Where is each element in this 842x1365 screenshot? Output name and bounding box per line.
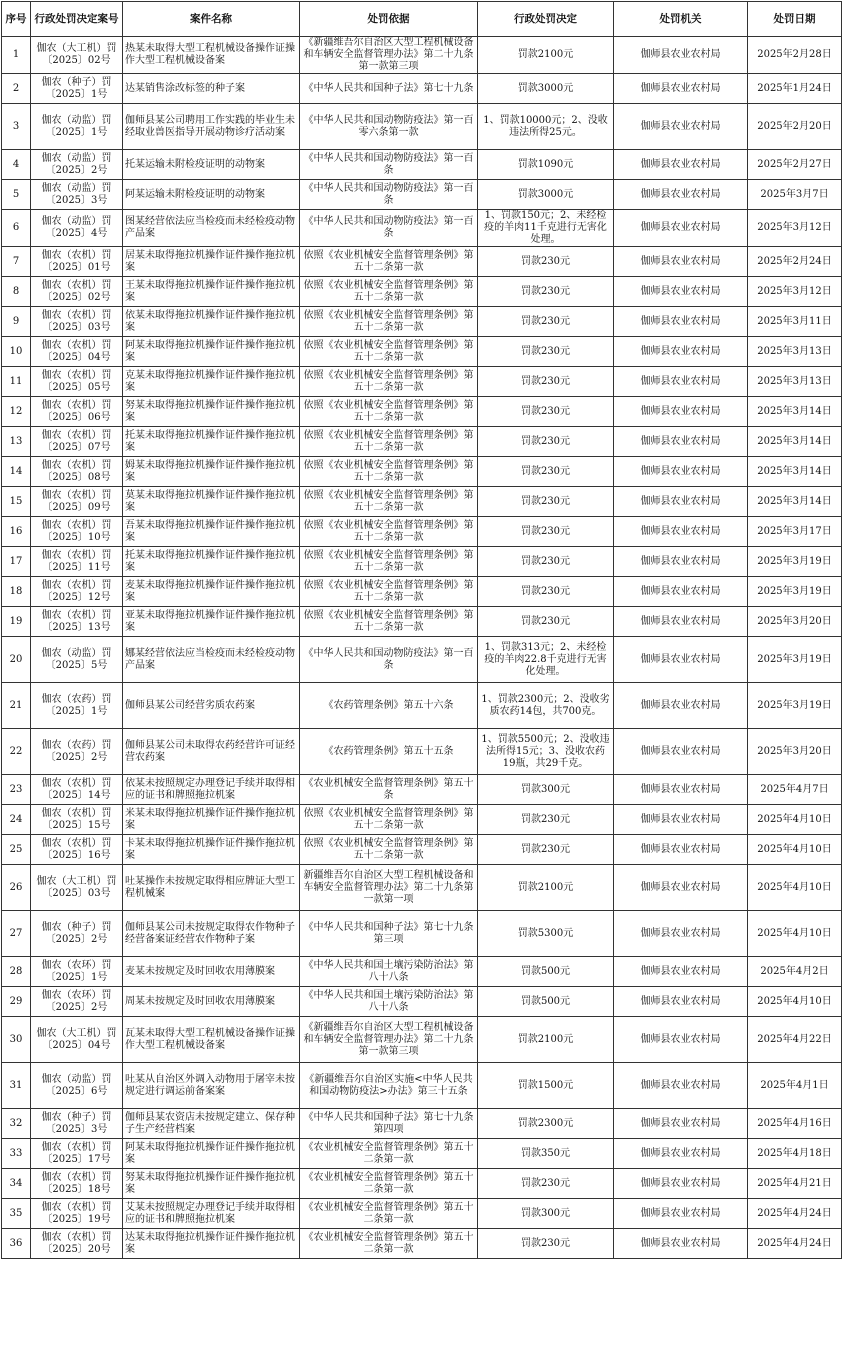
table-body [2,37,842,1259]
table-header [2,2,842,37]
penalty-authority: 伽师县农业农村局 [614,180,748,210]
row-number: 35 [2,1199,31,1229]
penalty-decision: 1、罚款5500元；2、没收违法所得15元；3、没收农药19瓶，共29千克。 [478,729,614,775]
penalty-authority: 伽师县农业农村局 [614,987,748,1017]
penalty-authority: 伽师县农业农村局 [614,210,748,247]
penalty-basis: 依照《农业机械安全监督管理条例》第五十二条第一款 [300,577,478,607]
table-row [2,835,842,865]
penalty-basis: 依照《农业机械安全监督管理条例》第五十二条第一款 [300,277,478,307]
row-number: 2 [2,74,31,104]
penalty-date: 2025年3月19日 [748,637,842,683]
case-name: 阿某未取得拖拉机操作证件操作拖拉机案 [123,337,300,367]
row-number: 36 [2,1229,31,1259]
row-number: 12 [2,397,31,427]
penalty-basis: 《农药管理条例》第五十五条 [300,729,478,775]
case-name: 麦某未取得拖拉机操作证件操作拖拉机案 [123,577,300,607]
penalty-basis: 依照《农业机械安全监督管理条例》第五十二条第一款 [300,517,478,547]
case-name: 王某未取得拖拉机操作证件操作拖拉机案 [123,277,300,307]
penalty-date: 2025年4月10日 [748,865,842,911]
penalty-authority: 伽师县农业农村局 [614,337,748,367]
case-number: 伽农（农机）罚〔2025〕19号 [31,1199,123,1229]
header-no: 序号 [2,2,31,37]
penalty-authority: 伽师县农业农村局 [614,729,748,775]
penalty-date: 2025年3月19日 [748,547,842,577]
penalty-date: 2025年4月7日 [748,775,842,805]
penalty-decision: 罚款230元 [478,835,614,865]
row-number: 7 [2,247,31,277]
row-number: 5 [2,180,31,210]
row-number: 25 [2,835,31,865]
penalty-decision: 罚款230元 [478,277,614,307]
case-number: 伽农（种子）罚〔2025〕3号 [31,1109,123,1139]
case-number: 伽农（种子）罚〔2025〕1号 [31,74,123,104]
table-row [2,865,842,911]
table-row [2,180,842,210]
header-authority: 处罚机关 [614,2,748,37]
case-number: 伽农（农机）罚〔2025〕17号 [31,1139,123,1169]
penalty-authority: 伽师县农业农村局 [614,1139,748,1169]
case-name: 依某未按照规定办理登记手续并取得相应的证书和牌照拖拉机案 [123,775,300,805]
penalty-decision: 罚款230元 [478,1169,614,1199]
penalty-decision: 罚款300元 [478,1199,614,1229]
row-number: 20 [2,637,31,683]
penalty-decision: 罚款1090元 [478,150,614,180]
table-row [2,637,842,683]
penalty-authority: 伽师县农业农村局 [614,775,748,805]
penalty-decision: 罚款500元 [478,987,614,1017]
table-row [2,210,842,247]
penalty-decision: 罚款500元 [478,957,614,987]
case-number: 伽农（动监）罚〔2025〕2号 [31,150,123,180]
case-number: 伽农（农药）罚〔2025〕1号 [31,683,123,729]
penalty-decision: 1、罚款150元；2、未经检疫的羊肉11千克进行无害化处理。 [478,210,614,247]
case-name: 克某未取得拖拉机操作证件操作拖拉机案 [123,367,300,397]
row-number: 6 [2,210,31,247]
table-row [2,729,842,775]
penalty-date: 2025年4月10日 [748,911,842,957]
case-number: 伽农（农机）罚〔2025〕20号 [31,1229,123,1259]
row-number: 13 [2,427,31,457]
penalty-decision: 罚款230元 [478,1229,614,1259]
penalty-basis: 《新疆维吾尔自治区大型工程机械设备和车辆安全监督管理办法》第二十九条第一款第三项 [300,1017,478,1063]
penalty-authority: 伽师县农业农村局 [614,487,748,517]
penalty-authority: 伽师县农业农村局 [614,865,748,911]
penalty-basis: 依照《农业机械安全监督管理条例》第五十二条第一款 [300,247,478,277]
penalty-basis: 《新疆维吾尔自治区实施<中华人民共和国动物防疫法>办法》第三十五条 [300,1063,478,1109]
case-name: 托某未取得拖拉机操作证件操作拖拉机案 [123,547,300,577]
row-number: 28 [2,957,31,987]
table-row [2,987,842,1017]
penalty-authority: 伽师县农业农村局 [614,683,748,729]
row-number: 23 [2,775,31,805]
case-name: 麦某未按规定及时回收农用薄膜案 [123,957,300,987]
case-number: 伽农（农机）罚〔2025〕09号 [31,487,123,517]
penalty-basis: 依照《农业机械安全监督管理条例》第五十二条第一款 [300,307,478,337]
penalty-authority: 伽师县农业农村局 [614,150,748,180]
row-number: 22 [2,729,31,775]
case-name: 米某未取得拖拉机操作证件操作拖拉机案 [123,805,300,835]
penalty-date: 2025年2月20日 [748,104,842,150]
penalty-date: 2025年4月10日 [748,835,842,865]
case-number: 伽农（农机）罚〔2025〕16号 [31,835,123,865]
case-number: 伽农（农环）罚〔2025〕1号 [31,957,123,987]
case-name: 热某未取得大型工程机械设备操作证操作大型工程机械设备案 [123,37,300,74]
penalty-basis: 《农业机械安全监督管理条例》第五十二条第一款 [300,1199,478,1229]
case-name: 艾某未按照规定办理登记手续并取得相应的证书和牌照拖拉机案 [123,1199,300,1229]
penalty-basis: 《中华人民共和国动物防疫法》第一百条 [300,210,478,247]
case-name: 依某未取得拖拉机操作证件操作拖拉机案 [123,307,300,337]
table-row [2,427,842,457]
penalty-date: 2025年2月27日 [748,150,842,180]
table-row [2,1109,842,1139]
case-number: 伽农（农机）罚〔2025〕08号 [31,457,123,487]
case-name: 托某运输未附检疫证明的动物案 [123,150,300,180]
penalty-date: 2025年3月14日 [748,427,842,457]
case-name: 阿某未取得拖拉机操作证件操作拖拉机案 [123,1139,300,1169]
row-number: 9 [2,307,31,337]
case-number: 伽农（种子）罚〔2025〕2号 [31,911,123,957]
penalty-date: 2025年4月24日 [748,1199,842,1229]
penalty-basis: 新疆维吾尔自治区大型工程机械设备和车辆安全监督管理办法》第二十九条第一款第一项 [300,865,478,911]
penalty-basis: 《中华人民共和国土壤污染防治法》第八十八条 [300,957,478,987]
penalty-date: 2025年3月11日 [748,307,842,337]
row-number: 26 [2,865,31,911]
penalty-authority: 伽师县农业农村局 [614,577,748,607]
case-name: 努某未取得拖拉机操作证件操作拖拉机案 [123,1169,300,1199]
penalty-date: 2025年3月14日 [748,487,842,517]
penalty-date: 2025年3月14日 [748,457,842,487]
penalty-decision: 罚款230元 [478,307,614,337]
header-date: 处罚日期 [748,2,842,37]
penalty-decision: 罚款230元 [478,397,614,427]
penalty-basis: 依照《农业机械安全监督管理条例》第五十二条第一款 [300,397,478,427]
penalty-date: 2025年3月20日 [748,607,842,637]
penalty-date: 2025年4月24日 [748,1229,842,1259]
case-number: 伽农（农药）罚〔2025〕2号 [31,729,123,775]
penalty-table [1,1,842,1259]
penalty-date: 2025年3月13日 [748,367,842,397]
case-number: 伽农（农机）罚〔2025〕14号 [31,775,123,805]
case-number: 伽农（动监）罚〔2025〕6号 [31,1063,123,1109]
penalty-decision: 罚款230元 [478,367,614,397]
case-name: 达某未取得拖拉机操作证件操作拖拉机案 [123,1229,300,1259]
penalty-authority: 伽师县农业农村局 [614,547,748,577]
header-case-no: 行政处罚决定案号 [31,2,123,37]
penalty-date: 2025年4月16日 [748,1109,842,1139]
row-number: 30 [2,1017,31,1063]
penalty-authority: 伽师县农业农村局 [614,1017,748,1063]
table-row [2,367,842,397]
row-number: 3 [2,104,31,150]
case-number: 伽农（农机）罚〔2025〕10号 [31,517,123,547]
table-row [2,683,842,729]
penalty-decision: 罚款230元 [478,487,614,517]
row-number: 21 [2,683,31,729]
penalty-basis: 《中华人民共和国动物防疫法》第一百条 [300,180,478,210]
penalty-decision: 罚款230元 [478,247,614,277]
table-row [2,37,842,74]
penalty-decision: 罚款2100元 [478,37,614,74]
penalty-decision: 罚款230元 [478,805,614,835]
case-number: 伽农（农机）罚〔2025〕13号 [31,607,123,637]
case-number: 伽农（大工机）罚〔2025〕04号 [31,1017,123,1063]
table-row [2,457,842,487]
penalty-date: 2025年4月22日 [748,1017,842,1063]
table-row [2,957,842,987]
table-row [2,487,842,517]
penalty-authority: 伽师县农业农村局 [614,911,748,957]
table-row [2,247,842,277]
penalty-basis: 依照《农业机械安全监督管理条例》第五十二条第一款 [300,487,478,517]
penalty-date: 2025年3月19日 [748,577,842,607]
penalty-authority: 伽师县农业农村局 [614,637,748,683]
case-name: 娜某经营依法应当检疫而未经检疫动物产品案 [123,637,300,683]
header-case-name: 案件名称 [123,2,300,37]
penalty-decision: 1、罚款2300元；2、没收劣质农药14包，共700克。 [478,683,614,729]
case-name: 达某销售涂改标签的种子案 [123,74,300,104]
table-row [2,1199,842,1229]
penalty-authority: 伽师县农业农村局 [614,367,748,397]
penalty-authority: 伽师县农业农村局 [614,104,748,150]
penalty-date: 2025年3月14日 [748,397,842,427]
header-basis: 处罚依据 [300,2,478,37]
row-number: 29 [2,987,31,1017]
penalty-date: 2025年4月1日 [748,1063,842,1109]
case-name: 居某未取得拖拉机操作证件操作拖拉机案 [123,247,300,277]
penalty-authority: 伽师县农业农村局 [614,277,748,307]
row-number: 32 [2,1109,31,1139]
penalty-date: 2025年4月10日 [748,805,842,835]
case-name: 吐某操作未按规定取得相应牌证大型工程机械案 [123,865,300,911]
table-row [2,607,842,637]
penalty-authority: 伽师县农业农村局 [614,397,748,427]
penalty-decision: 罚款230元 [478,517,614,547]
penalty-decision: 罚款2100元 [478,865,614,911]
penalty-date: 2025年3月12日 [748,277,842,307]
penalty-authority: 伽师县农业农村局 [614,1063,748,1109]
row-number: 15 [2,487,31,517]
case-number: 伽农（农机）罚〔2025〕15号 [31,805,123,835]
case-number: 伽农（大工机）罚〔2025〕02号 [31,37,123,74]
penalty-decision: 罚款230元 [478,577,614,607]
case-name: 吾某未取得拖拉机操作证件操作拖拉机案 [123,517,300,547]
penalty-authority: 伽师县农业农村局 [614,1109,748,1139]
header-decision: 行政处罚决定 [478,2,614,37]
penalty-date: 2025年3月17日 [748,517,842,547]
case-name: 图某经营依法应当检疫而未经检疫动物产品案 [123,210,300,247]
penalty-basis: 《中华人民共和国种子法》第七十九条 [300,74,478,104]
penalty-date: 2025年3月12日 [748,210,842,247]
penalty-decision: 罚款300元 [478,775,614,805]
case-number: 伽农（动监）罚〔2025〕5号 [31,637,123,683]
table-row [2,1063,842,1109]
case-number: 伽农（农机）罚〔2025〕01号 [31,247,123,277]
case-number: 伽农（动监）罚〔2025〕4号 [31,210,123,247]
penalty-decision: 1、罚款10000元；2、没收违法所得25元。 [478,104,614,150]
case-number: 伽农（农机）罚〔2025〕03号 [31,307,123,337]
penalty-basis: 《农业机械安全监督管理条例》第五十二条第一款 [300,1139,478,1169]
penalty-basis: 依照《农业机械安全监督管理条例》第五十二条第一款 [300,547,478,577]
case-name: 姆某未取得拖拉机操作证件操作拖拉机案 [123,457,300,487]
penalty-decision: 罚款230元 [478,337,614,367]
case-name: 卡某未取得拖拉机操作证件操作拖拉机案 [123,835,300,865]
penalty-decision: 罚款230元 [478,607,614,637]
case-number: 伽农（农机）罚〔2025〕04号 [31,337,123,367]
penalty-authority: 伽师县农业农村局 [614,805,748,835]
penalty-authority: 伽师县农业农村局 [614,74,748,104]
penalty-decision: 罚款1500元 [478,1063,614,1109]
row-number: 31 [2,1063,31,1109]
penalty-decision: 罚款3000元 [478,74,614,104]
penalty-basis: 依照《农业机械安全监督管理条例》第五十二条第一款 [300,337,478,367]
table-row [2,1139,842,1169]
penalty-basis: 《中华人民共和国种子法》第七十九条第三项 [300,911,478,957]
row-number: 16 [2,517,31,547]
penalty-basis: 《农业机械安全监督管理条例》第五十二条第一款 [300,1169,478,1199]
case-name: 瓦某未取得大型工程机械设备操作证操作大型工程机械设备案 [123,1017,300,1063]
penalty-authority: 伽师县农业农村局 [614,607,748,637]
penalty-decision: 罚款2300元 [478,1109,614,1139]
case-number: 伽农（农机）罚〔2025〕18号 [31,1169,123,1199]
case-name: 伽师县某农资店未按规定建立、保存种子生产经营档案 [123,1109,300,1139]
table-row [2,74,842,104]
table-row [2,397,842,427]
penalty-decision: 罚款230元 [478,547,614,577]
case-number: 伽农（农机）罚〔2025〕07号 [31,427,123,457]
row-number: 27 [2,911,31,957]
case-number: 伽农（农机）罚〔2025〕05号 [31,367,123,397]
header-row [2,2,842,37]
penalty-basis: 依照《农业机械安全监督管理条例》第五十二条第一款 [300,367,478,397]
case-name: 托某未取得拖拉机操作证件操作拖拉机案 [123,427,300,457]
penalty-authority: 伽师县农业农村局 [614,1199,748,1229]
penalty-authority: 伽师县农业农村局 [614,307,748,337]
table-row [2,150,842,180]
penalty-decision: 罚款5300元 [478,911,614,957]
case-number: 伽农（农机）罚〔2025〕11号 [31,547,123,577]
table-row [2,911,842,957]
table-row [2,1017,842,1063]
row-number: 34 [2,1169,31,1199]
penalty-basis: 《中华人民共和国土壤污染防治法》第八十八条 [300,987,478,1017]
penalty-date: 2025年3月7日 [748,180,842,210]
penalty-authority: 伽师县农业农村局 [614,247,748,277]
table-row [2,1169,842,1199]
table-row [2,1229,842,1259]
table-row [2,307,842,337]
penalty-authority: 伽师县农业农村局 [614,957,748,987]
penalty-date: 2025年3月13日 [748,337,842,367]
case-number: 伽农（动监）罚〔2025〕3号 [31,180,123,210]
penalty-basis: 依照《农业机械安全监督管理条例》第五十二条第一款 [300,427,478,457]
case-number: 伽农（农机）罚〔2025〕12号 [31,577,123,607]
penalty-authority: 伽师县农业农村局 [614,37,748,74]
penalty-authority: 伽师县农业农村局 [614,1229,748,1259]
penalty-date: 2025年1月24日 [748,74,842,104]
penalty-date: 2025年4月2日 [748,957,842,987]
penalty-date: 2025年4月21日 [748,1169,842,1199]
table-row [2,517,842,547]
penalty-basis: 依照《农业机械安全监督管理条例》第五十二条第一款 [300,805,478,835]
penalty-basis: 《中华人民共和国动物防疫法》第一百条 [300,150,478,180]
penalty-date: 2025年2月24日 [748,247,842,277]
case-number: 伽农（农机）罚〔2025〕02号 [31,277,123,307]
penalty-basis: 《农业机械安全监督管理条例》第五十二条第一款 [300,1229,478,1259]
case-name: 伽师县某公司聘用工作实践的毕业生未经取业兽医指导开展动物诊疗活动案 [123,104,300,150]
case-number: 伽农（农环）罚〔2025〕2号 [31,987,123,1017]
penalty-basis: 《农药管理条例》第五十六条 [300,683,478,729]
penalty-basis: 依照《农业机械安全监督管理条例》第五十二条第一款 [300,457,478,487]
penalty-decision: 罚款3000元 [478,180,614,210]
penalty-authority: 伽师县农业农村局 [614,427,748,457]
row-number: 8 [2,277,31,307]
row-number: 10 [2,337,31,367]
table-row [2,775,842,805]
case-name: 伽师县某公司未取得农药经营许可证经营农药案 [123,729,300,775]
case-name: 伽师县某公司未按规定取得农作物种子经营备案证经营农作物种子案 [123,911,300,957]
case-number: 伽农（农机）罚〔2025〕06号 [31,397,123,427]
penalty-basis: 《中华人民共和国种子法》第七十九条第四项 [300,1109,478,1139]
case-name: 亚某未取得拖拉机操作证件操作拖拉机案 [123,607,300,637]
case-name: 伽师县某公司经营劣质农药案 [123,683,300,729]
row-number: 14 [2,457,31,487]
case-name: 阿某运输未附检疫证明的动物案 [123,180,300,210]
case-name: 莫某未取得拖拉机操作证件操作拖拉机案 [123,487,300,517]
row-number: 18 [2,577,31,607]
penalty-date: 2025年4月18日 [748,1139,842,1169]
case-name: 努某未取得拖拉机操作证件操作拖拉机案 [123,397,300,427]
penalty-date: 2025年3月19日 [748,683,842,729]
case-number: 伽农（动监）罚〔2025〕1号 [31,104,123,150]
penalty-basis: 《新疆维吾尔自治区大型工程机械设备和车辆安全监督管理办法》第二十九条第一款第三项 [300,37,478,74]
row-number: 11 [2,367,31,397]
penalty-decision: 1、罚款313元；2、未经检疫的羊肉22.8千克进行无害化处理。 [478,637,614,683]
row-number: 33 [2,1139,31,1169]
penalty-authority: 伽师县农业农村局 [614,1169,748,1199]
row-number: 4 [2,150,31,180]
table-row [2,277,842,307]
table-row [2,547,842,577]
penalty-decision: 罚款230元 [478,457,614,487]
penalty-decision: 罚款2100元 [478,1017,614,1063]
penalty-decision: 罚款350元 [478,1139,614,1169]
penalty-authority: 伽师县农业农村局 [614,835,748,865]
penalty-basis: 《农业机械安全监督管理条例》第五十条 [300,775,478,805]
penalty-basis: 依照《农业机械安全监督管理条例》第五十二条第一款 [300,835,478,865]
penalty-basis: 依照《农业机械安全监督管理条例》第五十二条第一款 [300,607,478,637]
case-number: 伽农（大工机）罚〔2025〕03号 [31,865,123,911]
penalty-decision: 罚款230元 [478,427,614,457]
penalty-authority: 伽师县农业农村局 [614,517,748,547]
case-name: 周某未按规定及时回收农用薄膜案 [123,987,300,1017]
penalty-basis: 《中华人民共和国动物防疫法》第一百零六条第一款 [300,104,478,150]
penalty-date: 2025年2月28日 [748,37,842,74]
row-number: 24 [2,805,31,835]
case-name: 吐某从自治区外调入动物用于屠宰未按规定进行调运前备案案 [123,1063,300,1109]
row-number: 17 [2,547,31,577]
penalty-authority: 伽师县农业农村局 [614,457,748,487]
table-row [2,805,842,835]
penalty-basis: 《中华人民共和国动物防疫法》第一百条 [300,637,478,683]
penalty-date: 2025年3月20日 [748,729,842,775]
penalty-date: 2025年4月10日 [748,987,842,1017]
table-row [2,337,842,367]
table-row [2,104,842,150]
row-number: 1 [2,37,31,74]
row-number: 19 [2,607,31,637]
table-row [2,577,842,607]
